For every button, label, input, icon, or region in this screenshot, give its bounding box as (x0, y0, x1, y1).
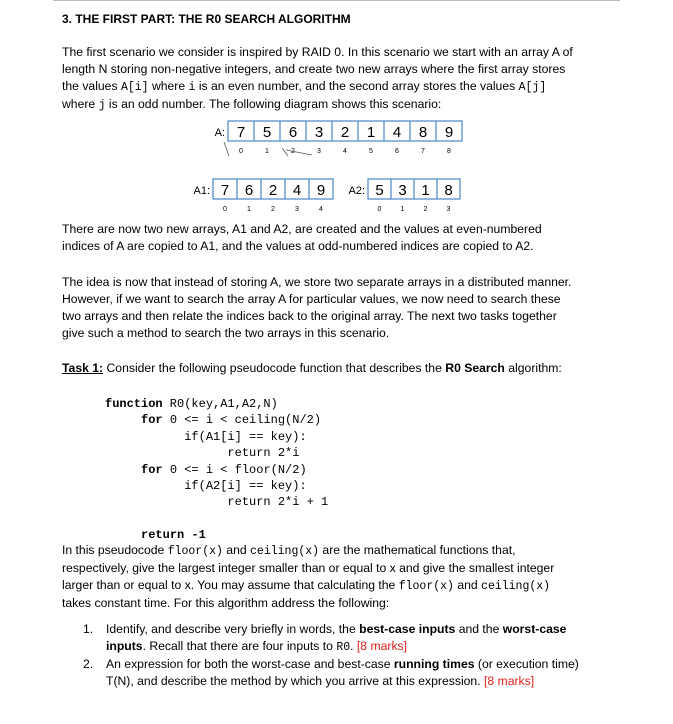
code-line: return -1 (141, 528, 206, 543)
array-a-index: 4 (343, 148, 347, 155)
code-line: function R0(key,A1,A2,N) (105, 397, 278, 411)
array-a2-cell-value: 5 (375, 182, 384, 199)
array-a1-cell-value: 9 (316, 182, 326, 199)
intro-line: where j is an odd number. The following diagram shows this scenario: (62, 97, 442, 112)
array-a-marker (224, 142, 229, 156)
array-a1-index: 1 (247, 206, 251, 213)
code-term: floor(x) (398, 580, 454, 593)
code-term: j (98, 99, 106, 112)
task1-label: Task 1: (62, 361, 104, 375)
code-term: ceiling(x) (481, 580, 551, 593)
code-term: i (188, 81, 196, 94)
array-a-cell-value: 8 (418, 124, 428, 141)
array-a-cell-value: 4 (392, 124, 402, 141)
array-a1-index: 4 (319, 206, 323, 213)
code-term: floor(x) (167, 545, 223, 558)
code-term: R0 (336, 641, 351, 654)
array-a-cell-value: 7 (236, 124, 246, 141)
array-a-cell-value: 6 (288, 124, 298, 141)
intro-line: The first scenario we consider is inspired by RAID 0. In this scenario we start with an array A of (62, 45, 573, 59)
array-a2-label: A2: (348, 185, 365, 197)
array-a-cell-value: 3 (314, 124, 324, 141)
array-a-label: A: (214, 127, 225, 139)
array-a1-cell-value: 7 (220, 182, 230, 199)
array-a1-index: 0 (223, 206, 227, 213)
code-line: if(A1[i] == key): (184, 429, 307, 444)
code-term: A[i] (120, 81, 149, 94)
code-line: if(A2[i] == key): (184, 479, 307, 494)
question-list (62, 621, 661, 690)
array-a1-cell-value: 4 (292, 182, 302, 199)
marks-label: [8 marks] (484, 674, 535, 688)
array-a-index: 8 (447, 148, 451, 155)
intro-line: length N storing non-negative integers, and create two new arrays where the first array stores (62, 62, 566, 76)
array-a-index: 7 (421, 148, 425, 155)
section-heading: 3. THE FIRST PART: THE R0 SEARCH ALGORITHM (62, 12, 351, 26)
array-a-cell-value: 1 (366, 124, 376, 141)
array-a2-cell-value: 8 (444, 182, 453, 199)
pseudocode-block (105, 396, 328, 544)
code-line: return 2*i + 1 (227, 495, 329, 510)
array-a1-index: 2 (271, 206, 275, 213)
array-a2-index: 1 (400, 206, 405, 213)
code-term: ceiling(x) (250, 545, 320, 558)
array-a-index: 5 (369, 148, 373, 155)
array-a-cell-value: 9 (444, 124, 454, 141)
code-term: A[j] (518, 81, 547, 94)
array-a2-index: 2 (423, 206, 428, 213)
idea-paragraph: The idea is now that instead of storing A, we store two separate arrays in a distributed manner. However, if we want to search the array A for particular values, we now need to search these two arrays and then relate the indices back to the original array. The next two tasks together give such a method to search the two arrays in this scenario. (62, 275, 572, 340)
array-a1-cell-value: 2 (268, 182, 278, 199)
code-line: return 2*i (227, 446, 300, 461)
array-a1-label: A1: (193, 185, 210, 197)
array-a-index: 0 (239, 148, 243, 155)
array-a-index: 3 (317, 148, 321, 155)
question-item: 1. Identify, and describe very briefly in words, the best-case inputs and the worst-case inputs. Recall that there are four inputs to R0. [8 marks] (83, 622, 567, 654)
array-a1-index: 3 (295, 206, 299, 213)
after-diagram-paragraph: There are now two new arrays, A1 and A2, are created and the values at even-numbered indices of A are copied to A1, and the values at odd-numbered indices are copied to A2. (62, 222, 542, 253)
marks-label: [8 marks] (356, 639, 408, 653)
array-a-cell-value: 2 (340, 124, 350, 141)
task1-paragraph: Task 1: Consider the following pseudocode function that describes the R0 Search algorithm: (62, 361, 562, 375)
array-a-marker (282, 148, 288, 156)
array-a-index: 6 (395, 148, 399, 155)
array-a2-cell-value: 3 (398, 182, 407, 199)
array-a-index: 1 (265, 148, 269, 155)
question-item: 2. An expression for both the worst-case and best-case running times (or execution time) T(N), and describe the method by which you arrive at this expression. [8 marks] (83, 657, 579, 688)
array-a2-index: 0 (377, 206, 382, 213)
code-line: for 0 <= i < floor(N/2) (141, 462, 307, 477)
array-a2-index: 3 (446, 206, 451, 213)
array-a-marker (286, 150, 312, 155)
array-a-cell-value: 5 (262, 124, 272, 141)
array-a1-cell-value: 6 (244, 182, 254, 199)
array-a2-cell-value: 1 (421, 182, 430, 199)
intro-line: the values A[i] where i is an even number, and the second array stores the values A[j] (62, 79, 547, 94)
pseudocode-description: In this pseudocode floor(x) and ceiling(x) are the mathematical functions that, respectively, give the largest integer smaller than or equal to x and give the smallest integer larger than or equal to x. You may assume that calculating the floor(x) and ceiling(x) takes constant time. For this algorithm address the following: (62, 543, 555, 610)
code-line: for 0 <= i < ceiling(N/2) (141, 413, 322, 428)
